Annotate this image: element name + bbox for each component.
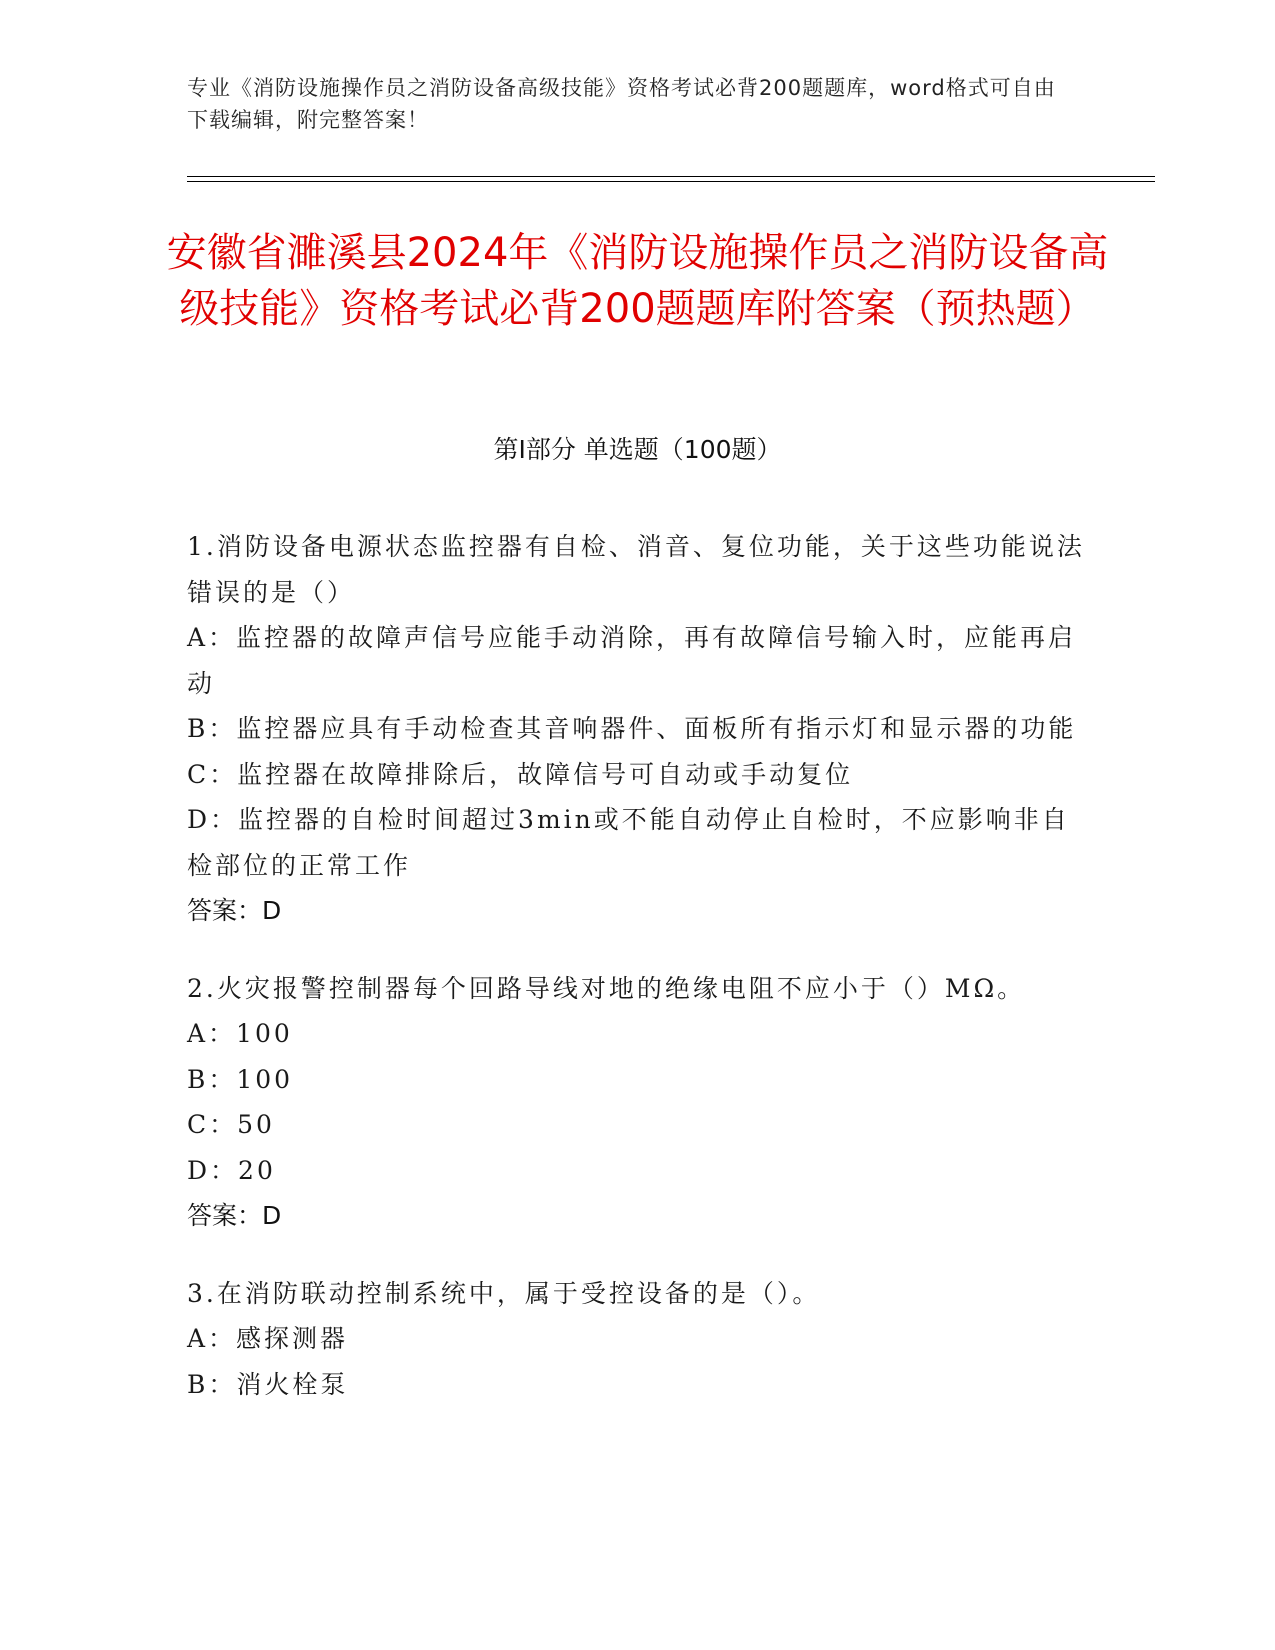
option-b: B：消火栓泵 — [187, 1369, 349, 1399]
option-a: A：100 — [187, 1019, 293, 1048]
answer: 答案：D — [187, 1201, 282, 1230]
question-list — [187, 524, 1087, 1439]
question-1 — [187, 524, 1087, 934]
option-d: D：监控器的自检时间超过3min或不能自动停止自检时，不应影响非自检部位的正常工作 — [187, 805, 1070, 880]
option-b: B：100 — [187, 1064, 294, 1094]
question-stem: 2.火灾报警控制器每个回路导线对地的绝缘电阻不应小于（）MΩ。 — [187, 973, 1026, 1003]
header-divider-thin — [187, 176, 1155, 177]
document-title: 安徽省濉溪县2024年《消防设施操作员之消防设备高级技能》资格考试必背200题题库附答案（预热题） — [166, 230, 1109, 332]
question-2 — [187, 966, 1087, 1239]
section-heading: 第I部分 单选题（100题） — [493, 435, 782, 464]
header-divider-thick — [187, 181, 1155, 182]
option-c: C：监控器在故障排除后，故障信号可自动或手动复位 — [187, 759, 854, 789]
option-a: A：监控器的故障声信号应能手动消除，再有故障信号输入时，应能再启动 — [187, 623, 1077, 698]
option-b: B：监控器应具有手动检查其音响器件、面板所有指示灯和显示器的功能 — [187, 714, 1077, 743]
question-stem: 3.在消防联动控制系统中，属于受控设备的是（）。 — [187, 1278, 821, 1308]
question-3 — [187, 1271, 1087, 1408]
question-stem: 1.消防设备电源状态监控器有自检、消音、复位功能，关于这些功能说法错误的是（） — [187, 532, 1085, 607]
option-d: D：20 — [187, 1155, 276, 1185]
option-a: A：感探测器 — [187, 1324, 349, 1353]
option-c: C：50 — [187, 1110, 275, 1139]
answer: 答案：D — [187, 896, 282, 925]
header-note: 专业《消防设施操作员之消防设备高级技能》资格考试必背200题题库，word格式可自由下载编辑，附完整答案！ — [187, 76, 1056, 132]
